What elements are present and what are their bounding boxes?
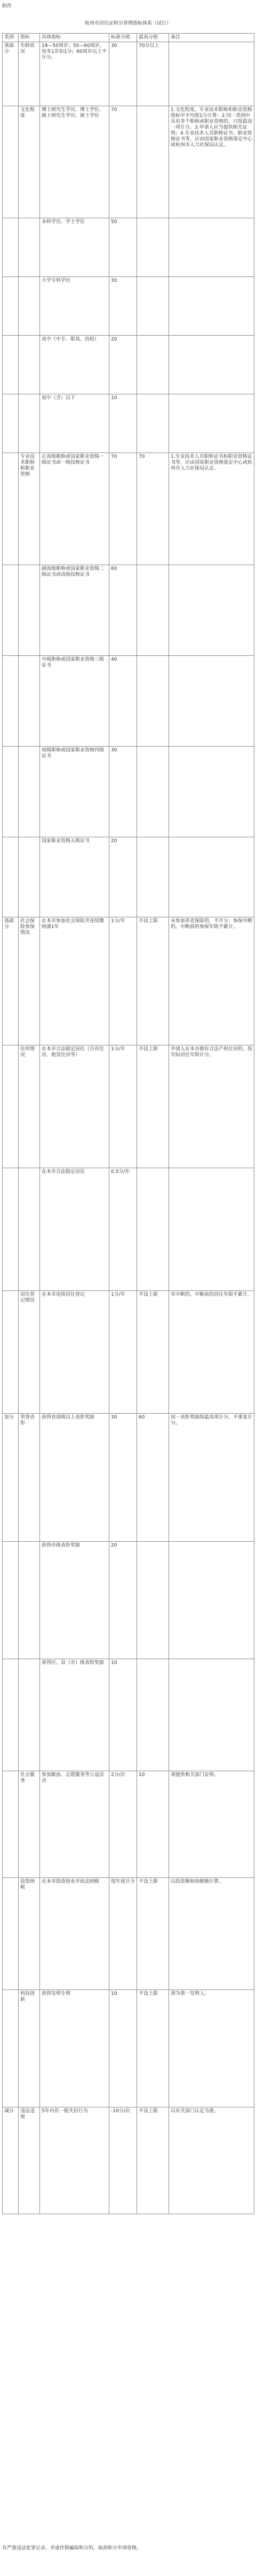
cell-ind: 社会服务: [19, 1771, 40, 1878]
cell-std: 2分/次: [109, 1771, 137, 1878]
header-max: 最高分值: [137, 34, 169, 42]
cell-std: 20: [109, 837, 137, 917]
cell-max: [137, 565, 169, 656]
cell-ind: [19, 1659, 40, 1771]
cell-cat: 加分: [3, 1414, 19, 1542]
cell-spec: 获得市级表彰奖励: [40, 1542, 109, 1659]
cell-spec: 中级职称或国家职业资格三级证书: [40, 656, 109, 747]
cell-std: 10: [109, 1659, 137, 1771]
cell-max: [137, 656, 169, 747]
header-indicator: 指标: [19, 34, 40, 42]
cell-ind: 科技创新: [19, 1990, 40, 2107]
cell-note: 须为第一发明人。: [169, 1990, 254, 2107]
cell-note: [169, 837, 254, 917]
cell-std: -10分/次: [109, 2107, 137, 2214]
cell-cat: [3, 453, 19, 565]
cell-ind: [19, 747, 40, 837]
cell-std: 30: [109, 1414, 137, 1542]
cell-std: 10: [109, 1990, 137, 2107]
cell-spec: 在本市连续居住登记: [40, 1291, 109, 1414]
cell-max: [137, 1659, 169, 1771]
table-row: [3, 1291, 254, 1414]
cell-note: 以有关部门认定为准。: [169, 2107, 254, 2214]
cell-cat: 基础分: [3, 42, 19, 106]
cell-std: 1分/年: [109, 1045, 137, 1168]
header-category: 类别: [3, 34, 19, 42]
cell-note: [169, 277, 254, 336]
cell-note: 同一表彰奖励按最高项计分，不重复计分。: [169, 1414, 254, 1542]
cell-cat: [3, 106, 19, 218]
cell-std: 20: [109, 1542, 137, 1659]
cell-std: 1分/年: [109, 1291, 137, 1414]
cell-cat: [3, 1878, 19, 1990]
cell-cat: [3, 565, 19, 656]
cell-spec: 5年内有一般失信行为: [40, 2107, 109, 2214]
cell-spec: 在本市合法稳定居住: [40, 1168, 109, 1291]
cell-cat: [3, 837, 19, 917]
table-body: [3, 42, 254, 2214]
cell-cat: [3, 1291, 19, 1414]
cell-max: 10: [137, 1771, 169, 1878]
cell-std: 40: [109, 656, 137, 747]
cell-std: 20: [109, 336, 137, 394]
cell-note: 1.专业技术人员职称证书和职业资格证书等，应由国家职业资格鉴定中心或杭州市人力社保局认定。: [169, 453, 254, 565]
cell-spec: 副高级职称或国家职业资格二级证书或高级技师证书: [40, 565, 109, 656]
cell-cat: 基础分: [3, 917, 19, 1045]
table-row: [3, 42, 254, 106]
cell-max: [137, 1542, 169, 1659]
table-row: [3, 1659, 254, 1771]
cell-max: 70分以上: [137, 42, 169, 106]
cell-std: 70: [109, 106, 137, 218]
cell-spec: 获得省部级以上表彰奖励: [40, 1414, 109, 1542]
cell-spec: 大学专科学历: [40, 277, 109, 336]
cell-ind: [19, 394, 40, 453]
cell-ind: 荣誉表彰: [19, 1414, 40, 1542]
cell-spec: 获得发明专利: [40, 1990, 109, 2107]
cell-ind: 住所情况: [19, 1045, 40, 1168]
cell-max: 不设上限: [137, 1045, 169, 1168]
cell-max: 不设上限: [137, 1878, 169, 1990]
cell-std: 0.5分/年: [109, 1168, 137, 1291]
cell-note: [169, 336, 254, 394]
cell-std: 按年度计分: [109, 1878, 137, 1990]
cell-std: 30: [109, 747, 137, 837]
cell-ind: 文化程度: [19, 106, 40, 218]
cell-ind: [19, 1542, 40, 1659]
cell-max: 70: [137, 453, 169, 565]
header-standard: 标准分值: [109, 34, 137, 42]
table-row: [3, 394, 254, 453]
cell-spec: 18—50周岁；50—60周岁，每多1岁扣1分；60周岁以上不计分。: [40, 42, 109, 106]
table-row: [3, 1878, 254, 1990]
cell-ind: 社会保险参保情况: [19, 917, 40, 1045]
cell-ind: 专业技术职称和职业资格: [19, 453, 40, 565]
cell-note: [169, 1542, 254, 1659]
cell-cat: [3, 1168, 19, 1291]
cell-ind: [19, 277, 40, 336]
cell-cat: [3, 218, 19, 277]
cell-max: 不设上限: [137, 1990, 169, 2107]
cell-note: 以投资额和纳税额计算。: [169, 1878, 254, 1990]
cell-std: 50: [109, 218, 137, 277]
table-row: [3, 656, 254, 747]
cell-max: [137, 837, 169, 917]
cell-ind: 居住登记情况: [19, 1291, 40, 1414]
cell-spec: 初中（含）以下: [40, 394, 109, 453]
cell-cat: [3, 1045, 19, 1168]
cell-spec: 高中（中专、职高、技校）: [40, 336, 109, 394]
cell-cat: [3, 1771, 19, 1878]
table-row: [3, 747, 254, 837]
table-row: [3, 1045, 254, 1168]
cell-ind: 投资纳税: [19, 1878, 40, 1990]
cell-spec: 参加献血、志愿服务等公益活动: [40, 1771, 109, 1878]
cell-std: 1分/年: [109, 917, 137, 1045]
cell-ind: [19, 565, 40, 656]
table-row: [3, 1990, 254, 2107]
footnote: 有严重违法犯罪记录、弄虚作假骗取积分的，取消积分申请资格。: [2, 2546, 142, 2551]
cell-std: 70: [109, 453, 137, 565]
cell-ind: [19, 656, 40, 747]
cell-note: 有中断的，中断前的居住年限不累计。: [169, 1291, 254, 1414]
cell-std: 60: [109, 565, 137, 656]
table-row: [3, 1542, 254, 1659]
cell-note: 1.文化程度，专业技术职称和职业资格指标中平均按1分计算；2.同一类别中具有多个职称或职业资格的，只按最高一项计分。3.申请人应当提供相关证明；4.专业技术人员职称证书、职业资格证书等，应由国家职业资格鉴定中心或杭州市人力社保局认定。: [169, 106, 254, 218]
cell-max: 不设上限: [137, 917, 169, 1045]
document-title: 杭州市居住证积分管理指标体系（试行）: [84, 21, 171, 26]
cell-spec: 国家职业资格五级证书: [40, 837, 109, 917]
table-row: [3, 453, 254, 565]
cell-cat: [3, 1659, 19, 1771]
cell-note: 须提供相关部门证明。: [169, 1771, 254, 1878]
cell-cat: [3, 747, 19, 837]
cell-max: [137, 106, 169, 218]
cell-note: [169, 565, 254, 656]
cell-max: [137, 277, 169, 336]
table-row: [3, 277, 254, 336]
table-row: [3, 917, 254, 1045]
table-row: [3, 2107, 254, 2214]
cell-max: [137, 747, 169, 837]
cell-ind: 年龄状况: [19, 42, 40, 106]
cell-note: [169, 1168, 254, 1291]
cell-spec: 在本市投资创业并依法纳税: [40, 1878, 109, 1990]
cell-ind: [19, 218, 40, 277]
cell-note: [169, 218, 254, 277]
header-specific: 具体指标: [40, 34, 109, 42]
cell-ind: 违法违规: [19, 2107, 40, 2214]
cell-spec: 本科学历、学士学位: [40, 218, 109, 277]
cell-cat: [3, 1542, 19, 1659]
table-row: [3, 336, 254, 394]
cell-note: 未参加养老保险的，不计分；参保中断的，中断前的参保年限不累计。: [169, 917, 254, 1045]
cell-std: 30: [109, 42, 137, 106]
attachment-label: 附件: [2, 4, 12, 9]
cell-ind: [19, 1168, 40, 1291]
cell-cat: [3, 336, 19, 394]
cell-spec: 博士研究生学历、博士学位、硕士研究生学历、硕士学位: [40, 106, 109, 218]
cell-cat: [3, 1990, 19, 2107]
cell-max: 不设上限: [137, 1291, 169, 1414]
cell-max: 不设上限: [137, 2107, 169, 2214]
cell-max: [137, 1168, 169, 1291]
table-row: [3, 218, 254, 277]
cell-spec: 获得区、县（市）级表彰奖励: [40, 1659, 109, 1771]
table-row: [3, 1414, 254, 1542]
cell-spec: 在本市合法稳定居住（自有住房、租赁住房等）: [40, 1045, 109, 1168]
cell-cat: [3, 394, 19, 453]
cell-std: 30: [109, 277, 137, 336]
cell-spec: 在本市参加社会保险并连续缴纳满1年: [40, 917, 109, 1045]
table-row: [3, 106, 254, 218]
cell-cat: 减分: [3, 2107, 19, 2214]
cell-note: [169, 394, 254, 453]
cell-max: [137, 218, 169, 277]
cell-spec: 正高级职称或国家职业资格一级证书或一级技师证书: [40, 453, 109, 565]
cell-spec: 初级职称或国家职业资格四级证书: [40, 747, 109, 837]
cell-ind: [19, 336, 40, 394]
table-row: [3, 1771, 254, 1878]
cell-ind: [19, 837, 40, 917]
cell-note: [169, 747, 254, 837]
cell-note: 申请人在本市拥有合法产权住房的，按实际居住年限计分。: [169, 1045, 254, 1168]
cell-cat: [3, 656, 19, 747]
cell-max: 60: [137, 1414, 169, 1542]
cell-max: [137, 336, 169, 394]
cell-std: 10: [109, 394, 137, 453]
indicator-table: [2, 33, 254, 2214]
header-note: 备注: [169, 34, 254, 42]
cell-cat: [3, 277, 19, 336]
cell-note: [169, 42, 254, 106]
cell-note: [169, 1659, 254, 1771]
cell-note: [169, 656, 254, 747]
table-row: [3, 837, 254, 917]
cell-max: [137, 394, 169, 453]
table-row: [3, 565, 254, 656]
table-header-row: [3, 34, 254, 42]
table-row: [3, 1168, 254, 1291]
